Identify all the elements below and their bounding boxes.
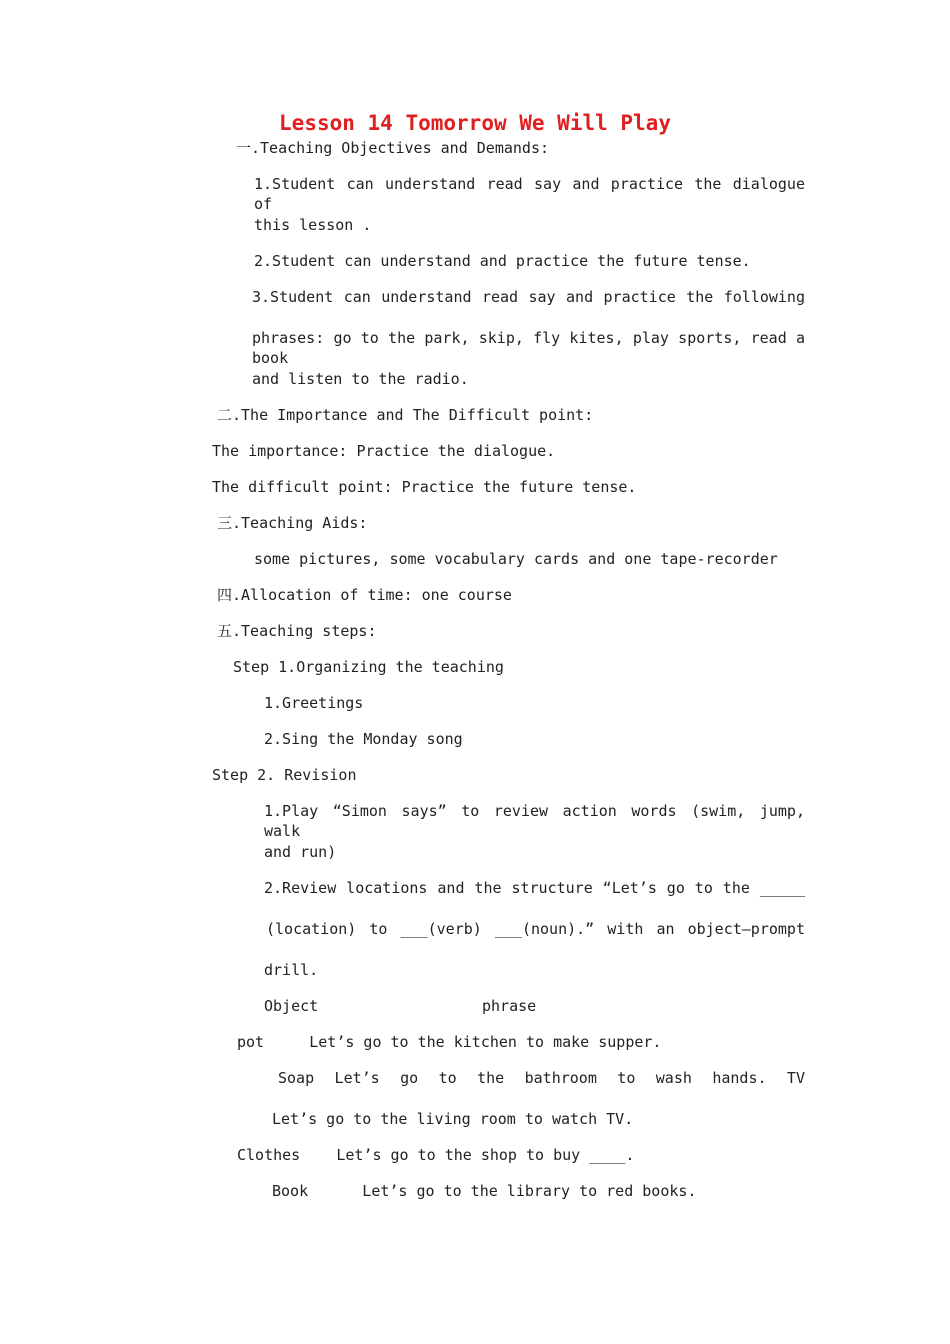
objective-3-line-2: phrases: go to the park, skip, fly kites, play sports, read a book	[252, 329, 805, 367]
step-2-heading: Step 2. Revision	[212, 766, 357, 784]
objective-3-line-1: 3.Student can understand read say and practice the following	[252, 288, 805, 306]
step-2-item-2-line-1: 2.Review locations and the structure “Let’s go to the _____	[264, 879, 805, 897]
objective-1-line-1: 1.Student can understand read say and practice the dialogue of	[254, 175, 805, 213]
objective-1-line-2: this lesson .	[254, 216, 372, 234]
step-2-item-2-line-3: drill.	[264, 961, 319, 979]
row-clothes: Clothes Let’s go to the shop to buy ____.	[237, 1146, 635, 1164]
row-book: Book Let’s go to the library to red books.	[272, 1182, 697, 1200]
step-1-heading: Step 1.Organizing the teaching	[233, 658, 504, 676]
step-1-item-2: 2.Sing the Monday song	[264, 730, 463, 748]
difficult-point-text: The difficult point: Practice the future tense.	[212, 478, 637, 496]
step-2-item-1-line-1: 1.Play “Simon says” to review action words (swim, jump, walk	[264, 802, 805, 840]
step-2-item-1-line-2: and run)	[264, 843, 337, 861]
row-pot: pot Let’s go to the kitchen to make supper.	[237, 1033, 662, 1051]
table-header-object: Object	[264, 997, 319, 1015]
section-3-heading: 三.Teaching Aids:	[217, 514, 368, 532]
importance-text: The importance: Practice the dialogue.	[212, 442, 556, 460]
section-2-heading: 二.The Importance and The Difficult point:	[217, 406, 594, 424]
objective-2: 2.Student can understand and practice the future tense.	[254, 252, 751, 270]
row-tv: Let’s go to the living room to watch TV.	[272, 1110, 634, 1128]
section-1-heading: 一.Teaching Objectives and Demands:	[236, 139, 550, 157]
objective-3-line-3: and listen to the radio.	[252, 370, 469, 388]
step-2-item-2-line-2: (location) to ___(verb) ___(noun).” with an object—prompt	[266, 920, 805, 938]
table-header-phrase: phrase	[482, 997, 537, 1015]
row-soap: Soap Let’s go to the bathroom to wash hands. TV	[278, 1069, 805, 1087]
section-5-heading: 五.Teaching steps:	[217, 622, 377, 640]
section-4-heading: 四.Allocation of time: one course	[217, 586, 512, 604]
page-title: Lesson 14 Tomorrow We Will Play	[279, 111, 671, 135]
step-1-item-1: 1.Greetings	[264, 694, 364, 712]
teaching-aids-text: some pictures, some vocabulary cards and one tape-recorder	[254, 550, 778, 568]
